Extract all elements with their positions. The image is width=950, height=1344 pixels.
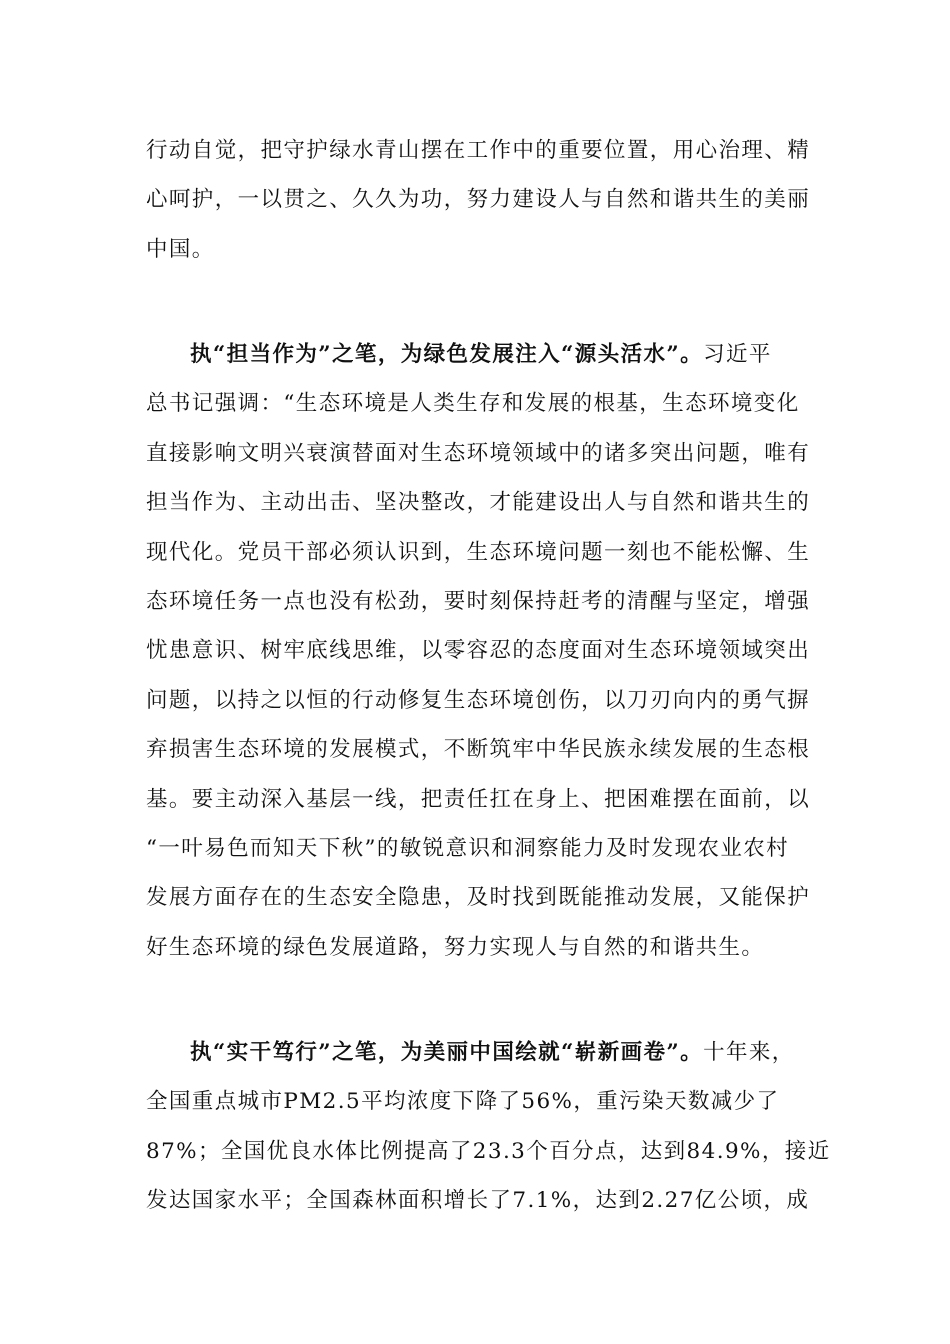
paragraph-continuation: [146, 126, 836, 274]
paragraph-lead-rest: 习近平: [703, 342, 772, 367]
text-line: 担当作为、主动出击、坚决整改，才能建设出人与自然和谐共生的: [146, 490, 811, 516]
paragraph-first-line: [146, 330, 836, 379]
text-line: 基。要主动深入基层一线，把责任扛在身上、把困难摆在面前，以: [146, 786, 811, 812]
paragraph-lead-rest: 十年来，: [703, 1040, 795, 1065]
text-line: 直接影响文明兴衰演替面对生态环境领域中的诸多突出问题，唯有: [146, 440, 811, 466]
text-line: 态环境任务一点也没有松劲，要时刻保持赶考的清醒与坚定，增强: [146, 588, 811, 614]
text-line: 中国。: [146, 236, 215, 262]
text-line: 发展方面存在的生态安全隐患，及时找到既能推动发展，又能保护: [146, 885, 811, 911]
paragraph-responsibility: [146, 330, 836, 972]
text-line: 好生态环境的绿色发展道路，努力实现人与自然的和谐共生。: [146, 934, 765, 960]
text-line: 问题，以持之以恒的行动修复生态环境创伤，以刀刃向内的勇气摒: [146, 687, 811, 713]
text-line: 87%；全国优良水体比例提高了23.3个百分点，达到84.9%，接近: [146, 1138, 831, 1164]
text-line: 总书记强调：“生态环境是人类生存和发展的根基，生态环境变化: [146, 391, 800, 417]
paragraph-first-line: [146, 1028, 836, 1077]
text-line: 心呵护，一以贯之、久久为功，努力建设人与自然和谐共生的美丽: [146, 187, 811, 213]
text-line: 发达国家水平；全国森林面积增长了7.1%，达到2.27亿公顷，成: [146, 1188, 810, 1214]
text-line: 弃损害生态环境的发展模式，不断筑牢中华民族永续发展的生态根: [146, 737, 811, 763]
paragraph-practice: [146, 1028, 836, 1226]
text-line: “一叶易色而知天下秋”的敏锐意识和洞察能力及时发现农业农村: [146, 835, 790, 861]
text-line: 行动自觉，把守护绿水青山摆在工作中的重要位置，用心治理、精: [146, 138, 811, 163]
text-line: 忧患意识、树牢底线思维，以零容忍的态度面对生态环境领域突出: [146, 638, 811, 664]
paragraph-lead-heading: 执“实干笃行”之笔，为美丽中国绘就“崭新画卷”。: [190, 1040, 704, 1065]
text-line: 全国重点城市PM2.5平均浓度下降了56%，重污染天数减少了: [146, 1089, 780, 1115]
paragraph-lead-heading: 执“担当作为”之笔，为绿色发展注入“源头活水”。: [190, 342, 704, 367]
text-line: 现代化。党员干部必须认识到，生态环境问题一刻也不能松懈、生: [146, 539, 811, 565]
